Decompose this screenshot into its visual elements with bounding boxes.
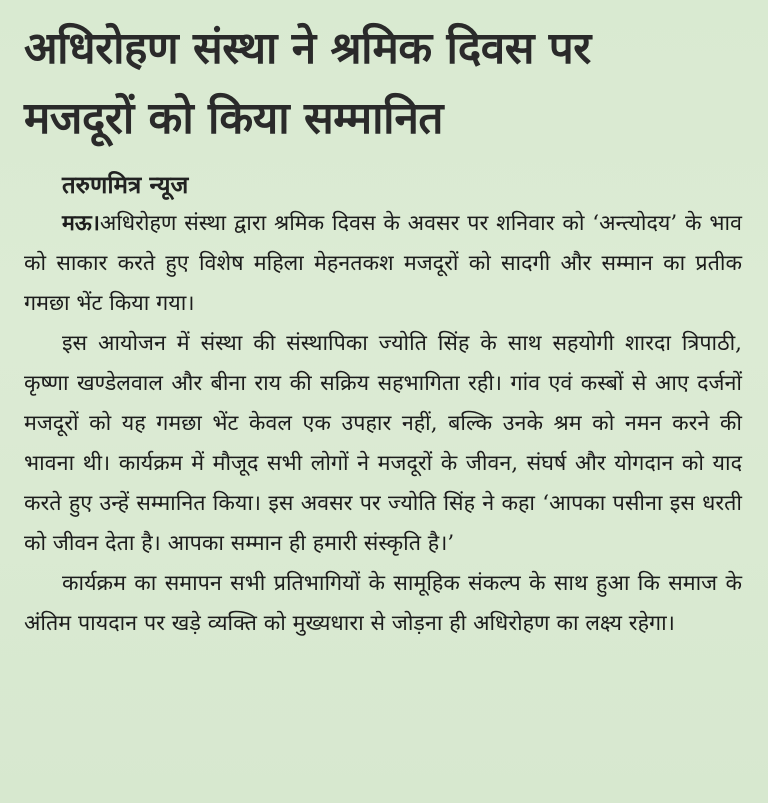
- dateline: मऊ।: [62, 211, 100, 236]
- paragraph-1: [24, 204, 742, 324]
- headline-line-1: अधिरोहण संस्था ने श्रमिक दिवस पर: [24, 23, 591, 74]
- paragraph-1-text: अधिरोहण संस्था द्वारा श्रमिक दिवस के अवसर पर शनिवार को ‘अन्त्योदय’ के भाव को साकार करते हुए विशेष महिला मेहनतकश मजदूरों को सादगी और सम्मान का प्रतीक गमछा भेंट किया गया।: [24, 211, 742, 316]
- paragraph-3: कार्यक्रम का समापन सभी प्रतिभागियों के सामूहिक संकल्प के साथ हुआ कि समाज के अंतिम पायदान पर खड़े व्यक्ति को मुख्यधारा से जोड़ना ही अधिरोहण का लक्ष्य रहेगा।: [24, 571, 742, 636]
- paragraph-2: इस आयोजन में संस्था की संस्थापिका ज्योति सिंह के साथ सहयोगी शारदा त्रिपाठी, कृष्णा खण्डेलवाल और बीना राय की सक्रिय सहभागिता रही। गांव एवं कस्बों से आए दर्जनों मजदूरों को यह गमछा भेंट केवल एक उपहार नहीं, बल्कि उनके श्रम को नमन करने की भावना थी। कार्यक्रम में मौजूद सभी लोगों ने मजदूरों के जीवन, संघर्ष और योगदान को याद करते हुए उन्हें सम्मानित किया। इस अवसर पर ज्योति सिंह ने कहा ‘आपका पसीना इस धरती को जीवन देता है। आपका सम्मान ही हमारी संस्कृति है।’: [24, 331, 742, 556]
- byline: तरुणमित्र न्यूज: [62, 171, 189, 199]
- headline: [24, 14, 742, 154]
- headline-line-2: मजदूरों को किया सम्मानित: [24, 93, 443, 144]
- article-body: [24, 204, 742, 644]
